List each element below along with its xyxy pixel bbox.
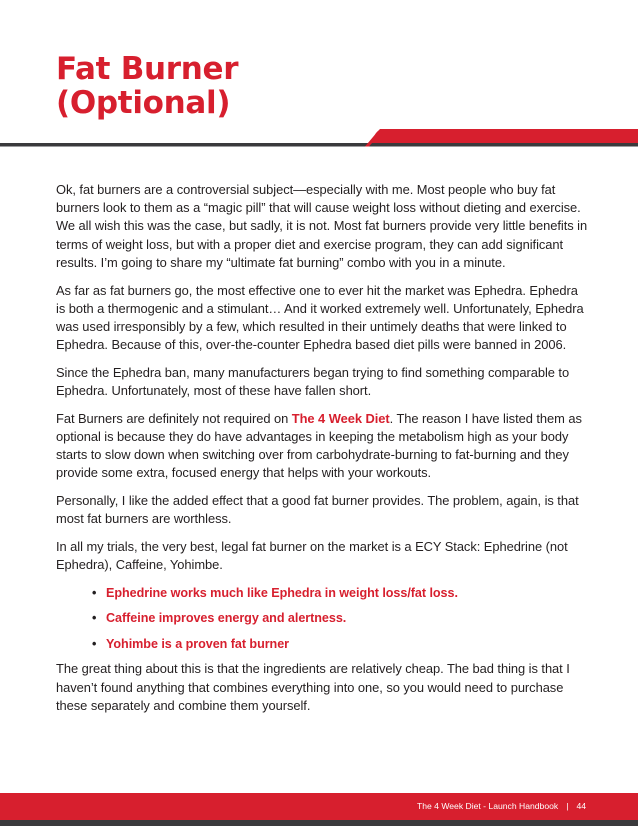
list-item: [92, 635, 590, 653]
paragraph-ecy-stack: In all my trials, the very best, legal fat burner on the market is a ECY Stack: Ephedrine (not Ephedra), Caffeine, Yohimbe.: [56, 538, 568, 573]
footer-bar: [0, 793, 638, 820]
page-title-line-1: Fat Burner: [56, 51, 239, 87]
divider-gray-band-right: [369, 143, 638, 147]
bullet-dot-icon: •: [92, 585, 97, 600]
ecy-stack-list: [92, 584, 590, 653]
optional-reason-text-start: Fat Burners are definitely not required on: [56, 410, 292, 426]
divider-red-wedge-top: [370, 129, 638, 143]
divider-gray-band: [0, 143, 370, 147]
list-item-text: Ephedrine works much like Ephedra in weight loss/fat loss.: [106, 585, 458, 600]
article-body: [56, 181, 590, 724]
footer-underline: [0, 820, 638, 826]
paragraph-personal-opinion: Personally, I like the added effect that a good fat burner provides. The problem, again, is that most fat burners are worthless.: [56, 493, 579, 527]
footer-handbook-title: The 4 Week Diet - Launch Handbook: [416, 801, 559, 811]
page-number: 44: [576, 801, 586, 811]
paragraph-optional-reason: [56, 410, 590, 483]
list-item: [92, 584, 590, 602]
list-item-text: Yohimbe is a proven fat burner: [106, 636, 290, 651]
paragraph-ephedra-ban: Since the Ephedra ban, many manufacturers began trying to find something comparable to Ephedra. Unfortunately, most of these have fallen short.: [56, 364, 570, 399]
paragraph-intro: Ok, fat burners are a controversial subject—especially with me. Most people who buy fat burners look to them as a “magic pill” that will cause weight loss without dieting and exercise. We all wish this was the case, but sadly, it is not. Most fat burners provide very little benefits in terms of weight loss, but with a proper diet and exercise program, they can add significant results. I’m going to share my “ultimate fat burning” combo with you in a minute.: [56, 182, 588, 270]
diet-name-highlight: The 4 Week Diet: [291, 410, 390, 426]
page-title: [56, 52, 238, 120]
paragraph-ephedra-history: As far as fat burners go, the most effective one to ever hit the market was Ephedra. Ephedra is both a thermogenic and a stimulant… And it worked extremely well. Unfortunately, Ephedra was used irresponsibly by a few, which resulted in their untimely deaths that were linked to Ephedra. Because of this, over-the-counter Ephedra based diet pills were banned in 2006.: [56, 282, 584, 353]
list-item: [92, 609, 590, 627]
page-title-line-2: (Optional): [56, 85, 231, 121]
paragraph-conclusion: The great thing about this is that the ingredients are relatively cheap. The bad thing is that I haven’t found anything that combines everything into one, so you would need to purchase these separately and combine them yourself.: [56, 661, 570, 713]
divider-red-wedge: [365, 131, 638, 147]
list-item-text: Caffeine improves energy and alertness.: [106, 611, 347, 626]
bullet-dot-icon: •: [92, 636, 97, 651]
optional-reason-text-end: . The reason I have listed them as optional is because they do have advantages in keeping the metabolism high as your body starts to slow down when switching over from carbohydrate-burning to fat-burning and they provide some extra, focused energy that helps with your workouts.: [56, 410, 582, 481]
bullet-dot-icon: •: [92, 611, 97, 626]
footer-text: [417, 793, 586, 820]
footer-separator: |: [566, 801, 569, 811]
